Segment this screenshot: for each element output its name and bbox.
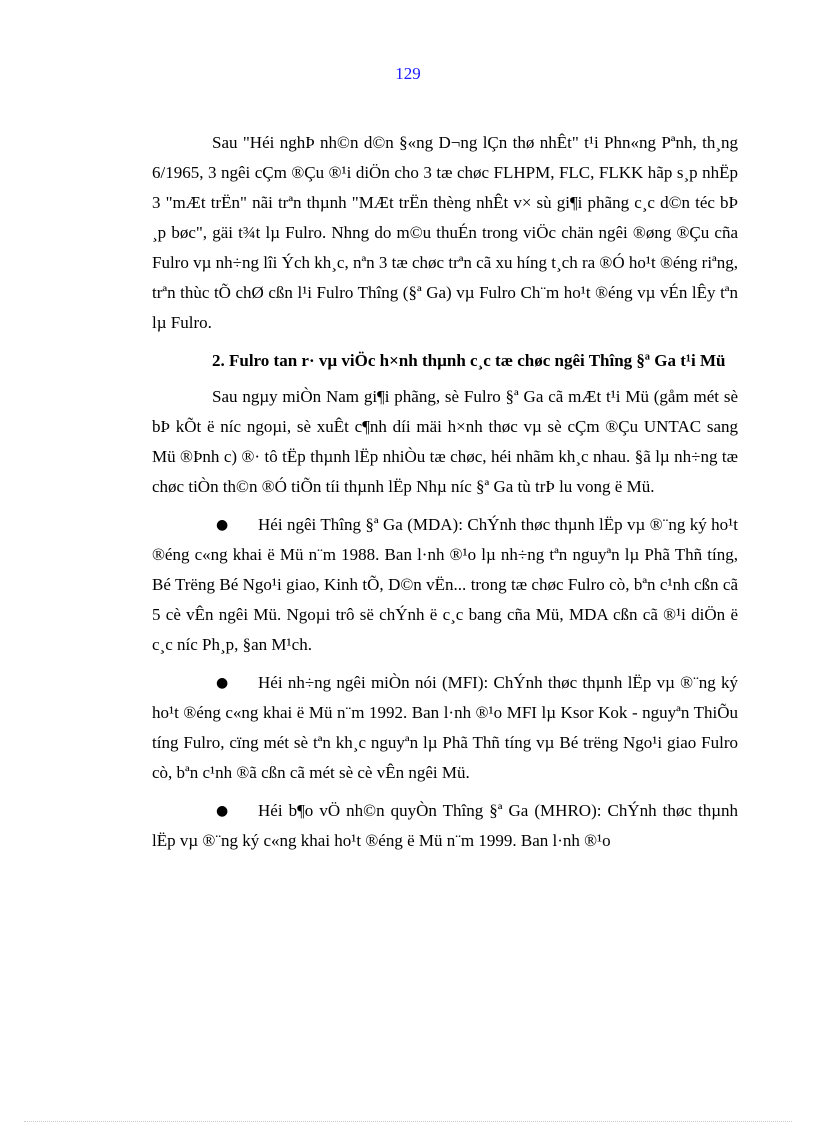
page-number: 129 xyxy=(395,64,421,83)
bullet-item-mhro xyxy=(152,796,738,856)
bullet-item-mda xyxy=(152,510,738,660)
page-bottom-divider xyxy=(24,1121,792,1122)
bullet-text: Héi b¶o vÖ nh©n quyÒn Thîng §ª Ga (MHRO): ChÝnh thøc thµnh lËp vµ ®¨ng ký c«ng khai ho¹t ®éng ë Mü n¨m 1999. Ban l·nh ®¹o xyxy=(152,801,738,850)
bullet-icon: ● xyxy=(216,517,229,533)
paragraph-intro: Sau "Héi nghÞ nh©n d©n §«ng D¬ng lÇn thø nhÊt" t¹i Phn«ng Pªnh, th¸ng 6/1965, 3 ngêi cÇm ®Çu ®¹i diÖn cho 3 tæ chøc FLHPM, FLC, FLKK hãp s¸p nhËp 3 "mÆt trËn" nãi trªn thµnh "MÆt trËn thèng nhÊt v× sù gi¶i phãng c¸c d©n téc bÞ ¸p bøc", gäi t¾t lµ Fulro. Nhng do m©u thuÉn trong viÖc chän ngêi ®øng ®Çu cña Fulro vµ nh÷ng lîi Ých kh¸c, nªn 3 tæ chøc trªn cã xu híng t¸ch ra ®Ó ho¹t ®éng riªng, trªn thùc tÕ chØ cßn l¹i Fulro Thîng (§ª Ga) vµ Fulro Ch¨m ho¹t ®éng vµ vÉn lÊy tªn lµ Fulro. xyxy=(152,133,738,332)
bullet-icon: ● xyxy=(216,803,229,819)
document-body xyxy=(152,128,738,864)
bullet-text: Héi ngêi Thîng §ª Ga (MDA): ChÝnh thøc thµnh lËp vµ ®¨ng ký ho¹t ®éng c«ng khai ë Mü n¨m 1988. Ban l·nh ®¹o lµ nh÷ng tªn nguyªn lµ Phã Thñ tíng, Bé Trëng Bé Ngo¹i giao, Kinh tÕ, D©n vËn... trong tæ chøc Fulro cò, bªn c¹nh cßn cã 5 cè vÊn ngêi Mü. Ngoµi trô së chÝnh ë c¸c bang cña Mü, MDA cßn cã ®¹i diÖn ë c¸c níc Ph¸p, §an M¹ch. xyxy=(152,515,738,654)
bullet-text: Héi nh÷ng ngêi miÒn nói (MFI): ChÝnh thøc thµnh lËp vµ ®¨ng ký ho¹t ®éng c«ng khai ë Mü n¨m 1992. Ban l·nh ®¹o MFI lµ Ksor Kok - nguyªn ThiÕu tíng Fulro, cïng mét sè tªn kh¸c nguyªn lµ Phã Thñ tíng vµ Bé trëng Ngo¹i giao Fulro cò, bªn c¹nh ®ã cßn cã mét sè cè vÊn ngêi Mü. xyxy=(152,673,738,782)
bullet-item-mfi xyxy=(152,668,738,788)
paragraph-section-intro: Sau ngµy miÒn Nam gi¶i phãng, sè Fulro §ª Ga cã mÆt t¹i Mü (gåm mét sè bÞ kÕt ë níc ngoµi, sè xuÊt c¶nh díi mäi h×nh thøc vµ sè cÇm ®Çu UNTAC sang Mü ®Þnh c) ®· tô tËp thµnh lËp nhiÒu tæ chøc, héi nhãm kh¸c nhau. §ã lµ nh÷ng tæ chøc tiÒn th©n ®Ó tiÕn tíi thµnh lËp Nhµ níc §ª Ga tù trÞ lu vong ë Mü. xyxy=(152,387,738,496)
section-heading: 2. Fulro tan r· vµ viÖc h×nh thµnh c¸c tæ chøc ngêi Thîng §ª Ga t¹i Mü xyxy=(212,351,726,370)
bullet-icon: ● xyxy=(216,675,229,691)
